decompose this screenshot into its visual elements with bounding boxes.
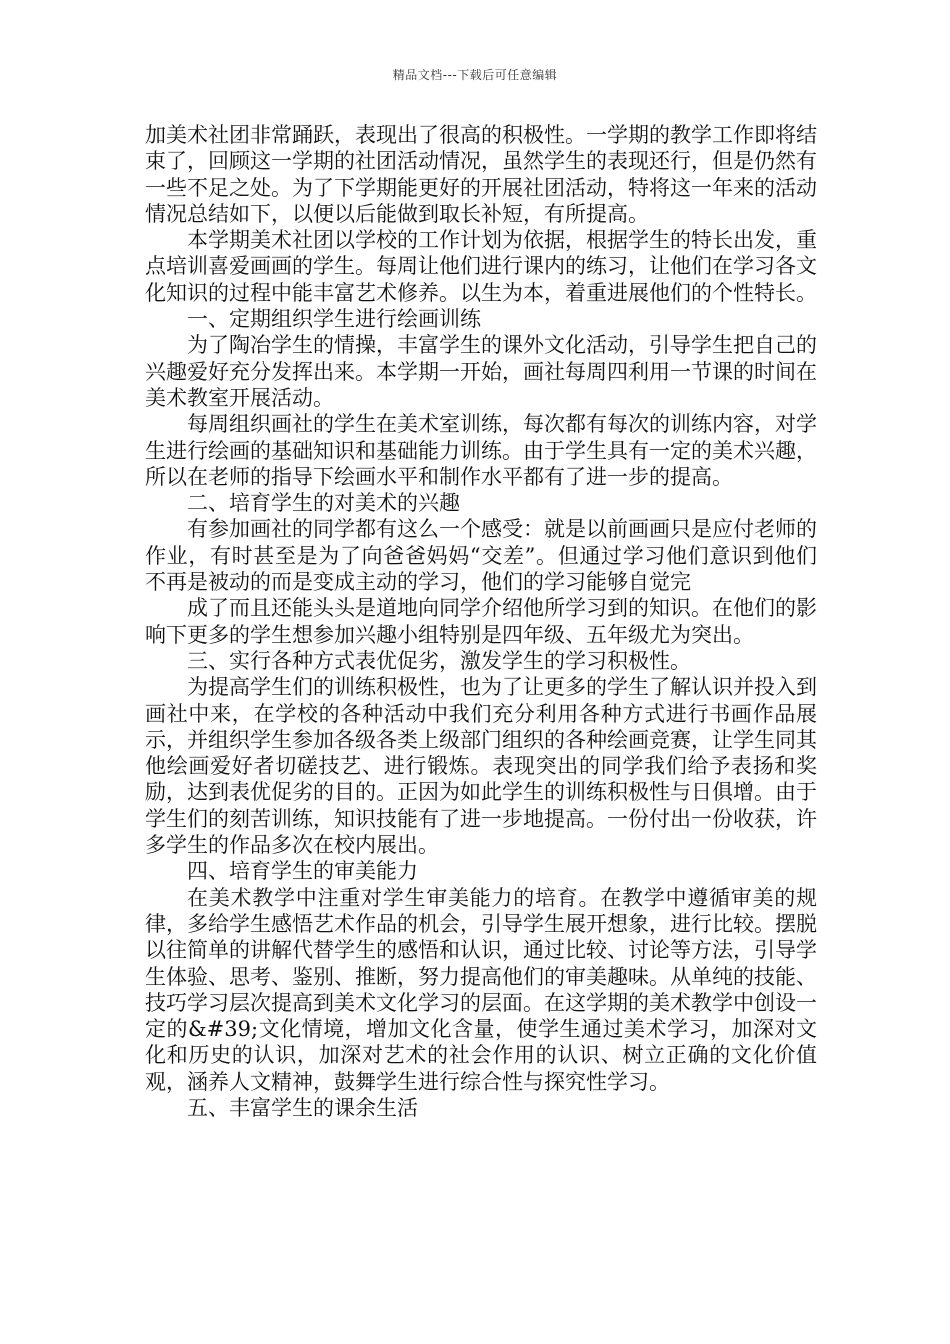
section-heading: 三、实行各种方式表优促劣，激发学生的学习积极性。 — [187, 648, 691, 673]
section-heading: 二、培育学生的对美术的兴趣 — [187, 491, 460, 516]
document-body — [145, 122, 817, 1121]
paragraph: 每周组织画社的学生在美术室训练，每次都有每次的训练内容，对学生进行绘画的基础知识和基础能力训练。由于学生具有一定的美术兴趣，所以在老师的指导下绘画水平和制作水平都有了进一步的提高。 — [145, 412, 817, 489]
section-heading: 四、培育学生的审美能力 — [187, 859, 418, 884]
paragraph: 有参加画社的同学都有这么一个感受：就是以前画画只是应付老师的作业，有时甚至是为了向爸爸妈妈“交差”。但通过学习他们意识到他们不再是被动的而是变成主动的学习，他们的学习能够自觉完 — [145, 517, 817, 595]
page-header: 精品文档---下载后可任意编辑 — [392, 68, 558, 82]
paragraph: 成了而且还能头头是道地向同学介绍他所学习到的知识。在他们的影响下更多的学生想参加兴趣小组特别是四年级、五年级尤为突出。 — [145, 596, 817, 647]
paragraph: 在美术教学中注重对学生审美能力的培育。在教学中遵循审美的规律，多给学生感悟艺术作品的机会，引导学生展开想象，进行比较。摆脱以往简单的讲解代替学生的感悟和认识，通过比较、讨论等方法，引导学生体验、思考、鉴别、推断，努力提高他们的审美趣味。从单纯的技能、技巧学习层次提高到美术文化学习的层面。在这学期的美术教学中创设一定的&#39;文化情境，增加文化含量，使学生通过美术学习，加深对文化和历史的认识，加深对艺术的社会作用的认识、树立正确的文化价值观，涵养人文精神，鼓舞学生进行综合性与探究性学习。 — [145, 885, 817, 1094]
paragraph: 加美术社团非常踊跃，表现出了很高的积极性。一学期的教学工作即将结束了，回顾这一学期的社团活动情况，虽然学生的表现还行，但是仍然有一些不足之处。为了下学期能更好的开展社团活动，特将这一年来的活动情况总结如下，以便以后能做到取长补短，有所提高。 — [145, 123, 817, 226]
paragraph: 为了陶冶学生的情操，丰富学生的课外文化活动，引导学生把自己的兴趣爱好充分发挥出来。本学期一开始，画社每周四利用一节课的时间在美术教室开展活动。 — [145, 333, 817, 410]
paragraph: 为提高学生们的训练积极性，也为了让更多的学生了解认识并投入到画社中来，在学校的各种活动中我们充分利用各种方式进行书画作品展示，并组织学生参加各级各类上级部门组织的各种绘画竞赛，让学生同其他绘画爱好者切磋技艺、进行锻炼。表现突出的同学我们给予表扬和奖励，达到表优促劣的目的。正因为如此学生的训练积极性与日俱增。由于学生们的刻苦训练，知识技能有了进一步地提高。一份付出一份收获，许多学生的作品多次在校内展出。 — [145, 675, 817, 858]
paragraph: 本学期美术社团以学校的工作计划为依据，根据学生的特长出发，重点培训喜爱画画的学生。每周让他们进行课内的练习，让他们在学习各文化知识的过程中能丰富艺术修养。以生为本，着重进展他们的个性特长。 — [145, 228, 817, 305]
section-heading: 五、丰富学生的课余生活 — [187, 1095, 418, 1120]
section-heading: 一、定期组织学生进行绘画训练 — [187, 307, 481, 332]
